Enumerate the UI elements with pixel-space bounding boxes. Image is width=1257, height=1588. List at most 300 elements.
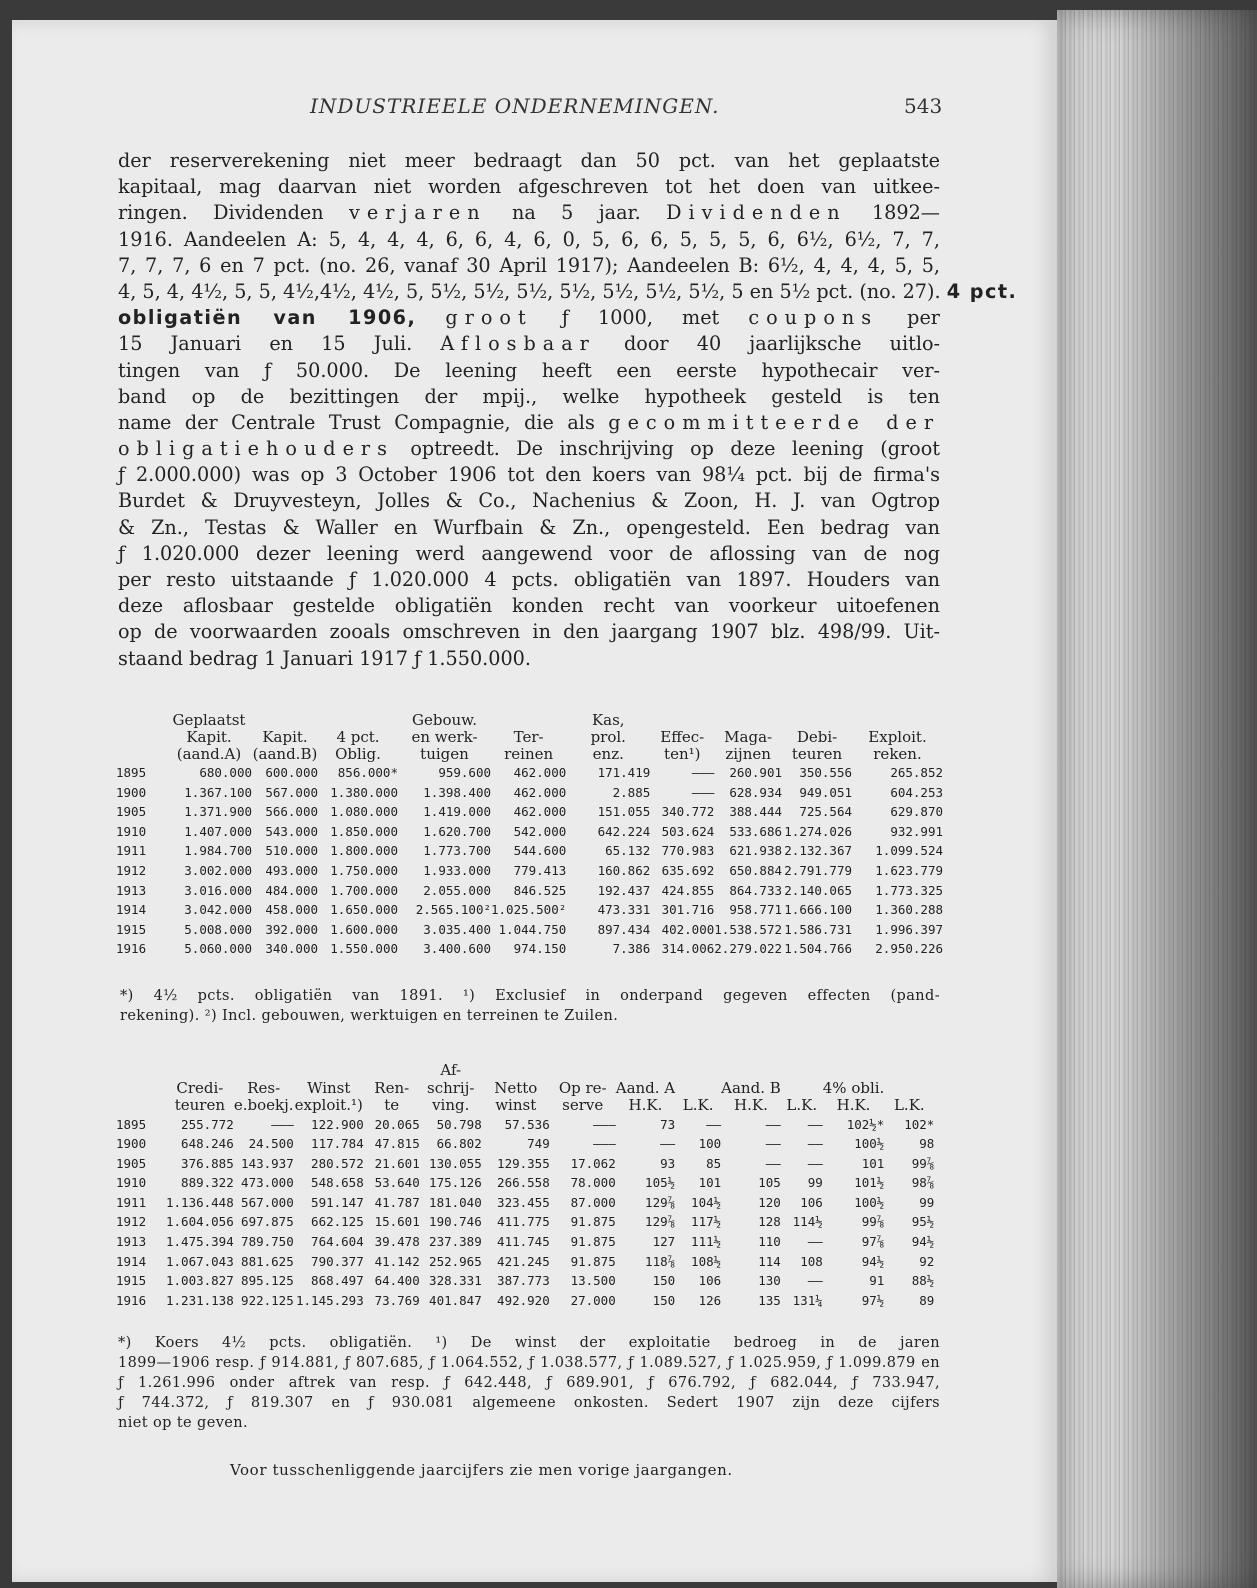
body-text-run: ƒ 2.000.000) was op 3 October 1906 tot den koers van 98¼ pct. bij de firma's (118, 463, 940, 487)
table-header-cell: ving. (432, 1096, 470, 1114)
book-page-edges (1057, 10, 1257, 1588)
table-year-cell: 1905 (116, 804, 147, 820)
table-year-cell: 1916 (116, 1292, 147, 1308)
table-row (116, 802, 943, 822)
table-cell: 1.407.000 (184, 823, 252, 839)
table-header-cell: tuigen (420, 745, 469, 763)
table-row (116, 861, 943, 881)
table-header-cell (166, 1062, 234, 1080)
table-cell: 922.125 (241, 1292, 294, 1308)
footnote-line: ƒ 744.372, ƒ 819.307 en ƒ 930.081 algemeene onkosten. Sedert 1907 zijn deze cijfers (118, 1395, 940, 1411)
table-cell: 533.686 (729, 823, 782, 839)
table-year-cell: 1905 (116, 1155, 147, 1171)
table-row (116, 841, 943, 861)
table-cell: —— (807, 1273, 823, 1289)
body-line (118, 148, 940, 174)
table-cell: 41.142 (374, 1253, 420, 1269)
table-cell: 895.125 (241, 1273, 294, 1289)
table-cell: 411.775 (497, 1214, 550, 1230)
table-cell: 94½ (861, 1253, 885, 1269)
body-text-run: groot (445, 306, 533, 330)
body-text-run: gecommitteerde der (608, 410, 941, 434)
table-header-cell (675, 1080, 721, 1098)
table-cell: 110 (758, 1234, 781, 1250)
table-cell: 350.556 (799, 765, 852, 780)
table-header-cell: L.K. (682, 1096, 714, 1114)
table-cell: 93 (660, 1155, 676, 1171)
table-header-cell (116, 1097, 166, 1115)
table-year-cell: 1895 (116, 1116, 147, 1132)
body-line (118, 305, 940, 331)
table-row (116, 920, 943, 940)
table-cell: 15.601 (374, 1214, 420, 1230)
table-row (116, 1252, 934, 1272)
table-cell: 1.996.397 (875, 921, 943, 937)
table-header-cell: Aand. B (721, 1078, 781, 1097)
body-text-run: Burdet & Druyvesteyn, Jolles & Co., Nachenius & Zoon, H. J. van Ogtrop (118, 489, 940, 513)
table-header-cell (252, 712, 318, 729)
table-cell: 260.901 (729, 765, 782, 780)
table-header-cell: Gebouw. (412, 711, 477, 729)
table-cell: 150 (652, 1273, 676, 1289)
table-cell: 1.367.100 (184, 784, 252, 800)
table-cell: 1.850.000 (330, 823, 398, 839)
table-cell: 1.650.000 (330, 902, 398, 918)
table-cell: 17.062 (570, 1155, 616, 1171)
table-header-row (116, 1062, 934, 1080)
table-year-cell: 1910 (116, 1175, 147, 1191)
body-line (118, 541, 940, 567)
table-cell: 99 (919, 1194, 935, 1210)
body-text-run: 4, 5, 4, 4½, 5, 5, 4½,4½, 4½, 5, 5½, 5½, 5½, 5½, 5½, 5½, 5½, 5 en 5½ pct. (no. 27). (118, 279, 947, 303)
table-cell: 3.042.000 (184, 902, 252, 918)
table-cell: 130 (758, 1273, 781, 1289)
table-cell: 2.565.100² (415, 902, 491, 918)
table-cell: 7.386 (612, 941, 651, 957)
table-header-cell: reken. (873, 745, 922, 763)
table-cell: 328.331 (429, 1273, 482, 1289)
table-header-cell: reinen (504, 745, 554, 763)
table-cell: 662.125 (311, 1214, 364, 1230)
footnote-line: rekening). ²) Incl. gebouwen, werktuigen en terreinen te Zuilen. (120, 1008, 619, 1024)
table-header-row (116, 1080, 934, 1098)
table-header-row (116, 746, 943, 763)
table-header-cell: H.K. (734, 1096, 768, 1114)
table-year-cell: 1895 (116, 765, 147, 780)
body-text-run: Dividenden (666, 201, 847, 225)
body-line (118, 567, 940, 593)
table-header-row (116, 729, 943, 746)
table-header-cell: (aand.A) (176, 745, 242, 763)
table-cell: 1.136.448 (166, 1194, 234, 1210)
body-line (118, 436, 940, 462)
table-cell: 2.132.367 (784, 843, 852, 859)
table-year-cell: 1913 (116, 882, 147, 898)
table-cell: 128 (758, 1214, 781, 1230)
body-text-run: & Zn., Testas & Waller en Wurfbain & Zn., opengesteld. Een bedrag van (118, 515, 940, 539)
table-cell: 66.802 (436, 1136, 482, 1152)
table-cell: 510.000 (265, 843, 318, 859)
table-cell: 473.000 (241, 1175, 294, 1191)
closing-note: Voor tusschenliggende jaarcijfers zie men vorige jaargangen. (230, 1461, 733, 1479)
table-cell: 864.733 (729, 882, 782, 898)
table-cell: 20.065 (374, 1116, 420, 1132)
table-cell: 105 (758, 1175, 781, 1191)
table-year-cell: 1910 (116, 823, 147, 839)
table-cell: 91.875 (570, 1253, 616, 1269)
table-cell: 1.025.500² (491, 902, 567, 918)
table-cell: 600.000 (265, 765, 318, 780)
table-header-cell (852, 712, 943, 729)
table-cell: 932.991 (890, 823, 943, 839)
table-header-row (116, 712, 943, 729)
table-header-cell: L.K. (893, 1096, 925, 1114)
table-cell: 1.080.000 (330, 804, 398, 820)
table-year-cell: 1913 (116, 1234, 147, 1250)
table-cell: 106 (698, 1273, 722, 1289)
table-header-row (116, 1097, 934, 1115)
table-cell: 117½ (691, 1214, 722, 1230)
table-cell: —— (807, 1234, 823, 1250)
table-header-cell: Res- (247, 1078, 281, 1097)
table-row (116, 1291, 934, 1311)
table-header-cell (721, 1062, 781, 1080)
body-text-run: na 5 jaar. (486, 201, 667, 225)
table-cell: 1.700.000 (330, 882, 398, 898)
table-cell: 91.875 (570, 1214, 616, 1230)
body-text-run: name der Centrale Trust Compagnie, die als (118, 410, 609, 434)
body-text-run: per resto uitstaande ƒ 1.020.000 4 pcts. obligatiën van 1897. Houders van (118, 568, 940, 591)
body-line (118, 358, 940, 384)
table-cell: 151.055 (597, 804, 651, 820)
table-cell: 120 (758, 1194, 781, 1210)
table-cell: —— (807, 1116, 823, 1132)
table-cell: 2.140.065 (784, 882, 852, 898)
body-text-run: door 40 jaarlijksche uitlo- (595, 332, 940, 356)
table-cell: 101½ (854, 1175, 885, 1191)
table-cell: 39.478 (374, 1234, 420, 1250)
table-cell: 106 (800, 1194, 823, 1210)
table-cell: 175.126 (429, 1175, 482, 1191)
table-cell: 897.434 (597, 921, 651, 937)
table-cell: 98 (919, 1136, 935, 1152)
table-header-cell: H.K. (836, 1096, 871, 1114)
table-cell: 1.475.394 (166, 1234, 234, 1250)
table-cell: 129⅞ (645, 1214, 676, 1230)
body-line (118, 384, 940, 410)
body-line (118, 331, 940, 357)
table-cell: 85 (706, 1155, 722, 1171)
table-cell: —— (807, 1136, 823, 1152)
table-cell: —— (765, 1116, 781, 1132)
table-cell: 101 (698, 1175, 722, 1191)
body-text-run: ringen. Dividenden (118, 201, 349, 225)
table-cell: 255.772 (181, 1116, 234, 1132)
table-cell: 959.600 (438, 765, 491, 780)
table-cell: 846.525 (513, 882, 567, 898)
table-cell: 126 (698, 1292, 722, 1308)
table-cell: 129⅞ (645, 1194, 676, 1210)
table-cell: 3.035.400 (423, 921, 491, 937)
table-cell: 5.008.000 (184, 921, 252, 937)
table-header-cell (364, 1062, 420, 1080)
table-cell: 27.000 (570, 1292, 616, 1308)
table-cell: 3.400.600 (423, 941, 491, 957)
table-cell: 99⅞ (911, 1155, 935, 1171)
table-header-cell: ten¹) (664, 745, 701, 763)
table-cell: 2.885 (612, 784, 651, 800)
table-header-cell: Kapit. (262, 728, 308, 746)
table-cell: 648.246 (181, 1136, 234, 1152)
table-cell: 401.847 (429, 1292, 482, 1308)
table-cell: 280.572 (311, 1155, 364, 1171)
table-header-cell (116, 712, 166, 729)
table-cell: 2.791.779 (784, 862, 852, 878)
table-cell: 87.000 (570, 1194, 616, 1210)
table-cell: 2.279.022 (714, 941, 782, 957)
table-cell: 122.900 (311, 1116, 364, 1132)
table-cell: 102½* (846, 1116, 885, 1132)
table-cell: 493.000 (265, 862, 318, 878)
table-cell: 265.852 (890, 765, 943, 780)
table-row (116, 822, 943, 842)
table-header-cell: Netto (494, 1078, 538, 1097)
table-year-cell: 1911 (116, 1194, 147, 1210)
table-row (116, 939, 943, 959)
table-year-cell: 1914 (116, 902, 147, 918)
table-cell: 889.322 (181, 1175, 234, 1191)
body-text-run: ƒ 1000, met (532, 306, 749, 330)
body-line (118, 593, 940, 619)
table-cell: 2.055.000 (423, 882, 491, 898)
table-cell: 1.398.400 (423, 784, 491, 800)
table-cell: 340.000 (265, 941, 318, 957)
table-header-cell: Geplaatst (172, 711, 246, 729)
table-cell: 650.884 (729, 862, 782, 878)
table-cell: 73.769 (374, 1292, 420, 1308)
table-cell: 108 (800, 1253, 823, 1269)
table-year-cell: 1916 (116, 941, 147, 957)
body-line (118, 253, 940, 279)
body-text-run: kapitaal, mag daarvan niet worden afgeschreven tot het doen van uitkee- (118, 175, 940, 199)
table-year-cell: 1911 (116, 843, 147, 859)
table-cell: 97⅞ (861, 1234, 885, 1250)
table-cell: 53.640 (374, 1175, 420, 1191)
table-cell: 789.750 (241, 1234, 294, 1250)
balance-table-header (116, 712, 943, 763)
table-header-cell (116, 746, 166, 763)
table-header-cell (116, 1062, 166, 1080)
table-cell: 697.875 (241, 1214, 294, 1230)
table-header-cell (781, 1062, 823, 1080)
table-cell: 91.875 (570, 1234, 616, 1250)
footnote-line: ƒ 1.261.996 onder aftrek van resp. ƒ 642.448, ƒ 689.901, ƒ 676.792, ƒ 682.044, ƒ 733.947, (118, 1375, 940, 1391)
body-text-run: verjaren (348, 201, 487, 225)
table-header-cell: exploit.¹) (294, 1096, 363, 1114)
table-header-cell: Exploit. (868, 728, 927, 746)
table-header-cell (823, 1062, 885, 1080)
table-header-cell (116, 1080, 166, 1098)
body-line (118, 488, 940, 514)
table-cell: 1.067.043 (166, 1253, 234, 1269)
profit-table (116, 1062, 934, 1310)
table-header-cell: L.K. (786, 1096, 818, 1114)
table-cell: 89 (919, 1292, 935, 1308)
table-header-cell (491, 712, 566, 729)
table-cell: ——— (593, 1136, 616, 1152)
body-line (118, 410, 940, 436)
table-cell: 628.934 (729, 784, 782, 800)
table-cell: 1.666.100 (784, 902, 852, 918)
body-line (118, 227, 940, 253)
table-row (116, 763, 943, 783)
table-cell: 114 (758, 1253, 781, 1269)
body-text-run: optreedt. De inschrijving op deze leening (groot (393, 437, 940, 461)
table-header-cell: enz. (592, 745, 624, 763)
table-cell: 1.620.700 (423, 823, 491, 839)
table-cell: 566.000 (265, 804, 318, 820)
body-line (118, 200, 940, 226)
table-cell: ——— (691, 765, 715, 780)
table-cell: 13.500 (570, 1273, 616, 1289)
table-cell: ——— (593, 1116, 616, 1132)
table-header-cell (294, 1062, 364, 1080)
table-cell: 314.006 (661, 941, 715, 957)
table-cell: 949.051 (799, 784, 852, 800)
table-cell: 473.331 (597, 902, 651, 918)
table-row (116, 783, 943, 803)
table-row (116, 881, 943, 901)
table-header-cell (116, 729, 166, 746)
footnote-line: niet op te geven. (118, 1415, 249, 1431)
table-cell: 24.500 (248, 1136, 294, 1152)
table-cell: 1.773.700 (423, 843, 491, 859)
table-cell: 91 (869, 1273, 885, 1289)
table-cell: 1.504.766 (784, 941, 852, 957)
table-header-cell: en werk- (411, 728, 478, 746)
table-year-cell: 1914 (116, 1253, 147, 1269)
body-text-run: Aflosbaar (440, 332, 596, 356)
table-header-cell: (aand.B) (252, 745, 318, 763)
table-cell: 129.355 (497, 1155, 550, 1171)
running-title: INDUSTRIEELE ONDERNEMINGEN. (310, 94, 720, 118)
table-cell: —— (765, 1155, 781, 1171)
table-cell: 1.538.572 (714, 921, 782, 937)
table-cell: 323.455 (497, 1194, 550, 1210)
table-header-cell (318, 712, 398, 729)
table-year-cell: 1915 (116, 921, 147, 937)
table-cell: 604.253 (890, 784, 943, 800)
table-header-cell: zijnen (725, 745, 771, 763)
table-cell: 642.224 (597, 823, 651, 839)
balance-table (116, 712, 943, 959)
table-cell: 1.003.827 (166, 1273, 234, 1289)
table-header-cell (550, 1062, 616, 1080)
table-header-cell (782, 712, 852, 729)
table-cell: 190.746 (429, 1214, 482, 1230)
table-cell: —— (660, 1136, 676, 1152)
table-cell: 73 (660, 1116, 676, 1132)
table-cell: 1.604.056 (166, 1214, 234, 1230)
table-cell: 868.497 (311, 1273, 364, 1289)
table-cell: 111½ (691, 1234, 722, 1250)
table-cell: 135 (758, 1292, 781, 1308)
table-cell: 88½ (911, 1273, 935, 1289)
table-header-cell: Debi- (796, 728, 838, 746)
table-cell: 252.965 (429, 1253, 482, 1269)
table-header-cell: Ren- (374, 1078, 410, 1097)
table-year-cell: 1900 (116, 784, 147, 800)
table-cell: 117.784 (311, 1136, 364, 1152)
table-cell: 99 (807, 1175, 823, 1191)
table-year-cell: 1912 (116, 1214, 147, 1230)
table-cell: 1.274.026 (784, 823, 852, 839)
table-header-cell: Op re- (558, 1078, 607, 1097)
table-cell: 104½ (691, 1194, 722, 1210)
table-cell: 21.601 (374, 1155, 420, 1171)
table-cell: 118⅞ (645, 1253, 676, 1269)
table-row (116, 1134, 934, 1154)
body-line (118, 462, 940, 488)
profit-table-footnote (118, 1333, 940, 1433)
table-cell: 424.855 (661, 882, 715, 898)
body-text-run: staand bedrag 1 Januari 1917 ƒ 1.550.000. (118, 646, 531, 670)
body-text-run: obligatiehouders (118, 437, 394, 461)
body-text-run: coupons (748, 306, 879, 330)
table-header-cell: Effec- (660, 728, 705, 746)
table-cell: 100½ (854, 1194, 885, 1210)
table-cell: 1.773.325 (875, 882, 943, 898)
profit-table-header (116, 1062, 934, 1115)
body-text-run: deze aflosbaar gestelde obligatiën konden recht van voorkeur uitoefenen (118, 594, 940, 618)
table-cell: 99⅞ (861, 1214, 885, 1230)
table-cell: 160.862 (597, 862, 651, 878)
table-cell: 779.413 (513, 862, 567, 878)
body-text-run: der reserverekening niet meer bedraagt dan 50 pct. van het geplaatste (118, 149, 940, 172)
table-cell: 458.000 (265, 902, 318, 918)
table-cell: 100 (698, 1136, 722, 1152)
body-text-run: 15 Januari en 15 Juli. (118, 332, 441, 356)
table-cell: 65.132 (605, 843, 651, 859)
table-header-cell (234, 1062, 294, 1080)
table-cell: 100½ (854, 1136, 885, 1152)
footnote-line: 1899—1906 resp. ƒ 914.881, ƒ 807.685, ƒ 1.064.552, ƒ 1.038.577, ƒ 1.089.527, ƒ 1.025.959, ƒ 1.099.879 en (118, 1355, 940, 1371)
table-header-cell (714, 712, 782, 729)
table-cell: 462.000 (513, 784, 567, 800)
table-header-cell: prol. (590, 728, 626, 746)
table-cell: 78.000 (570, 1175, 616, 1191)
table-header-cell: winst (495, 1096, 537, 1114)
table-header-cell (675, 1062, 721, 1080)
table-cell: 680.000 (199, 765, 252, 780)
table-cell: 1.800.000 (330, 843, 398, 859)
page-number: 543 (904, 94, 943, 118)
table-cell: 340.772 (661, 804, 715, 820)
table-cell: 92 (919, 1253, 935, 1269)
table-cell: 548.658 (311, 1175, 364, 1191)
table-cell: 388.444 (729, 804, 782, 820)
profit-table-body (116, 1115, 934, 1311)
balance-table-footnote (120, 986, 940, 1026)
table-cell: 131¼ (792, 1292, 823, 1308)
table-cell: 542.000 (513, 823, 567, 839)
table-cell: 629.870 (890, 804, 943, 820)
body-paragraph (118, 148, 1018, 672)
table-header-cell: Kas, (591, 711, 625, 729)
table-header-cell: 4 pct. (336, 728, 380, 746)
table-row (116, 1271, 934, 1291)
table-cell: 47.815 (374, 1136, 420, 1152)
